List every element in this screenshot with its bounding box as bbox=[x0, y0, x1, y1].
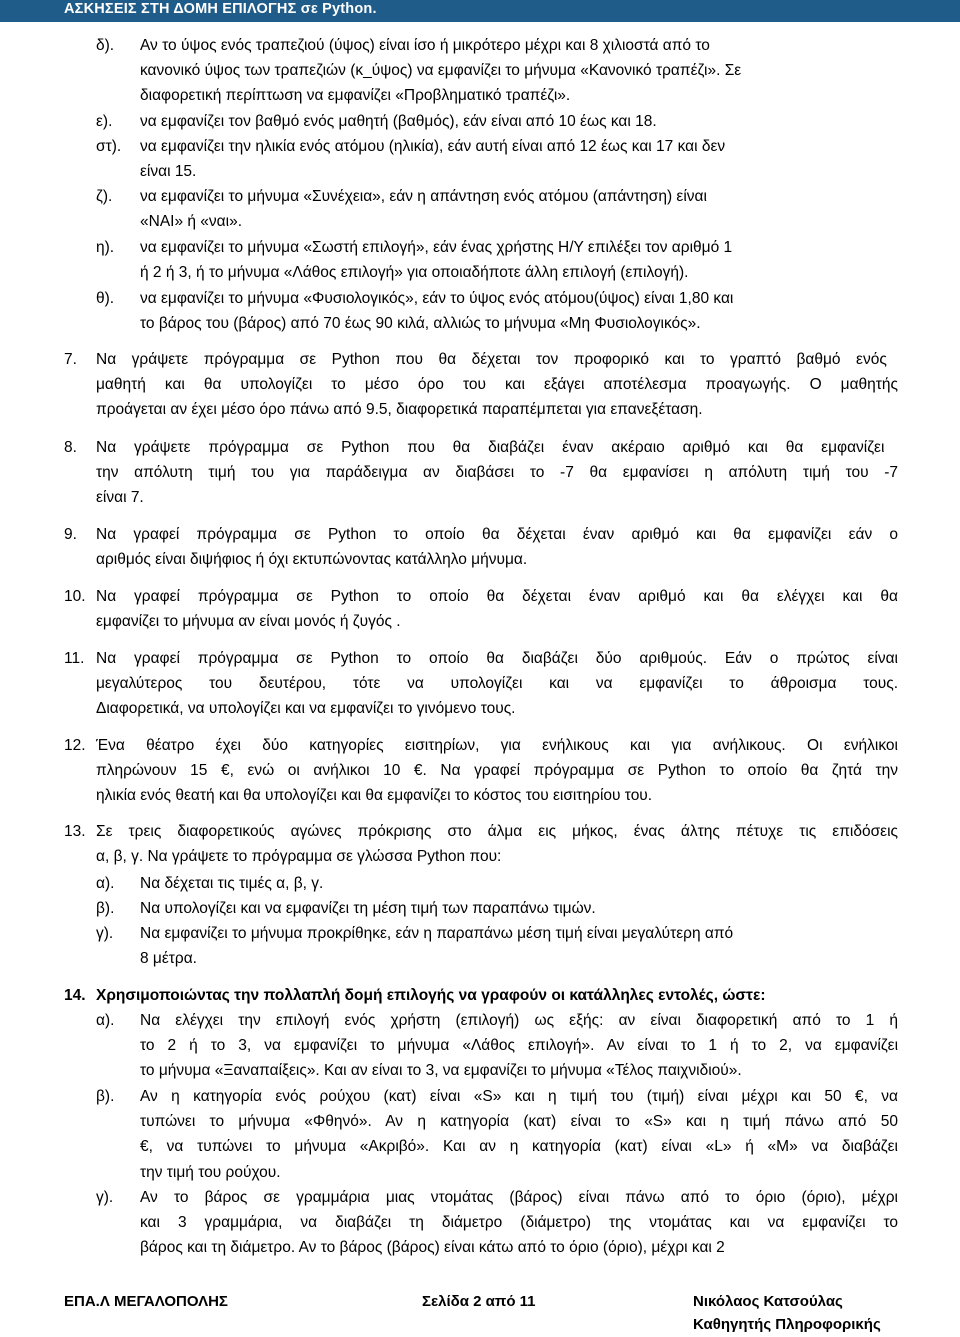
item-text-line: είναι 15. bbox=[140, 163, 197, 181]
item-text-line: Αν το ύψος ενός τραπεζιού (ύψος) είναι ίσο ή μικρότερο μέχρι και 8 χιλιοστά από το bbox=[140, 37, 710, 54]
item-text-line: να εμφανίζει το μήνυμα «Συνέχεια», εάν η απάντηση ενός ατόμου (απάντηση) είναι bbox=[140, 188, 707, 205]
item-label: στ). bbox=[96, 138, 122, 155]
item-text-line: το βάρος του (βάρος) από 70 έως 90 κιλά, αλλιώς το μήνυμα «Μη Φυσιολογικός». bbox=[140, 315, 701, 333]
item-text-line: και 3 γραμμάρια, να διαβάζει τη διάμετρο (διάμετρο) της ντομάτας και να εμφανίζει το bbox=[140, 1214, 899, 1232]
item-label: θ). bbox=[96, 290, 115, 307]
item-text-line: είναι 7. bbox=[96, 489, 144, 507]
item-label: γ). bbox=[96, 1189, 114, 1206]
item-text-line: Να δέχεται τις τιμές α, β, γ. bbox=[140, 875, 324, 892]
page-header-bar bbox=[0, 0, 960, 22]
item-text-line: Να υπολογίζει και να εμφανίζει τη μέση τιμή των παραπάνω τιμών. bbox=[140, 900, 596, 917]
item-label: ε). bbox=[96, 113, 113, 130]
item-label: α). bbox=[96, 1012, 115, 1029]
item-label: 9. bbox=[64, 526, 77, 543]
item-text-line: βάρος και τη διάμετρο. Αν το βάρος (βάρος) είναι κάτω από το όριο (όριο), μέχρι και 2 bbox=[140, 1239, 725, 1257]
item-text-line: μεγαλύτερος του δευτέρου, τότε να υπολογίζει και να εμφανίζει το άθροισμα τους. bbox=[96, 675, 899, 693]
item-text-line: Διαφορετικά, να υπολογίζει και να εμφανίζει το γινόμενο τους. bbox=[96, 700, 516, 718]
item-label: 13. bbox=[64, 823, 86, 840]
header-title: ΑΣΚΗΣΕΙΣ ΣΤΗ ΔΟΜΗ ΕΠΙΛΟΓΗΣ σε Python. bbox=[64, 1, 377, 17]
footer-school: ΕΠΑ.Λ ΜΕΓΑΛΟΠΟΛΗΣ bbox=[64, 1293, 228, 1310]
item-text-line: το 2 ή το 3, να εμφανίζει το μήνυμα «Λάθος επιλογή». Αν είναι το 1 ή το 2, να εμφανίζει bbox=[140, 1037, 899, 1055]
item-text-line: 8 μέτρα. bbox=[140, 950, 197, 968]
item-text-line: ηλικία ενός θεατή και θα υπολογίζει και θα εμφανίζει το κόστος του εισιτηρίου του. bbox=[96, 787, 653, 805]
item-label: 12. bbox=[64, 737, 86, 754]
item-text-line: Να γραφεί πρόγραμμα σε Python το οποίο θα δέχεται έναν αριθμό και θα ελέγχει και θα bbox=[96, 588, 898, 605]
item-text-line: Ένα θέατρο έχει δύο κατηγορίες εισιτηρίων, για ενήλικους και για ανήλικους. Οι ενήλικοι bbox=[96, 737, 898, 754]
item-text-line: μαθητή και θα υπολογίζει το μέσο όρο του και εξάγει αποτέλεσμα προαγωγής. Ο μαθητής bbox=[96, 376, 898, 394]
item-text-line: Να γράψετε πρόγραμμα σε Python που θα διαβάζει έναν ακέραιο αριθμό και θα εμφανίζει bbox=[96, 439, 885, 456]
item-text-line: Να γράψετε πρόγραμμα σε Python που θα δέχεται τον προφορικό και το γραπτό βαθμό ενός bbox=[96, 351, 887, 368]
item-text-line: Χρησιμοποιώντας την πολλαπλή δομή επιλογής να γραφούν οι κατάλληλες εντολές, ώστε: bbox=[96, 987, 766, 1004]
item-text-line: Αν η κατηγορία ενός ρούχου (κατ) είναι «S» και η τιμή του (τιμή) είναι μέχρι και 50 €, να bbox=[140, 1088, 898, 1105]
item-text-line: «ΝΑΙ» ή «ναι». bbox=[140, 213, 243, 231]
item-text-line: να εμφανίζει το μήνυμα «Σωστή επιλογή», εάν ένας χρήστης Η/Υ επιλέξει τον αριθμό 1 bbox=[140, 239, 733, 256]
item-text-line: το μήνυμα «Ξαναπαίξεις». Και αν είναι το 3, να εμφανίζει το μήνυμα «Τέλος παιχνιδιού». bbox=[140, 1062, 742, 1080]
item-text-line: πληρώνουν 15 €, ενώ οι ανήλικοι 10 €. Να γραφεί πρόγραμμα σε Python το οποίο θα ζητά την bbox=[96, 762, 899, 780]
footer-author-role: Καθηγητής Πληροφορικής bbox=[693, 1316, 881, 1333]
item-text-line: Να ελέγχει την επιλογή ενός χρήστη (επιλογή) ως εξής: αν είναι διαφορετική από το 1 ή bbox=[140, 1012, 899, 1029]
item-text-line: €, να τυπώνει το μήνυμα «Ακριβό». Και αν η κατηγορία (κατ) είναι «L» ή «M» να διαβάζει bbox=[140, 1138, 898, 1156]
item-label: 14. bbox=[64, 987, 86, 1004]
item-text-line: Να εμφανίζει το μήνυμα προκρίθηκε, εάν η παραπάνω μέση τιμή είναι μεγαλύτερη από bbox=[140, 925, 734, 942]
footer-author: Νικόλαος Κατσούλας bbox=[693, 1293, 843, 1310]
item-label: β). bbox=[96, 900, 115, 917]
item-label: β). bbox=[96, 1088, 115, 1105]
item-label: 8. bbox=[64, 439, 77, 456]
item-text-line: Σε τρεις διαφορετικούς αγώνες πρόκρισης στο άλμα εις μήκος, ένας άλτης πέτυχε τις επιδόσεις bbox=[96, 823, 898, 840]
item-label: δ). bbox=[96, 37, 115, 54]
item-label: η). bbox=[96, 239, 115, 256]
item-text-line: αριθμός είναι διψήφιος ή όχι εκτυπώνοντας κατάλληλο μήνυμα. bbox=[96, 551, 528, 569]
item-text-line: Να γραφεί πρόγραμμα σε Python το οποίο θα διαβάζει δύο αριθμούς. Εάν ο πρώτος είναι bbox=[96, 650, 898, 667]
item-label: α). bbox=[96, 875, 115, 892]
item-text-line: να εμφανίζει το μήνυμα «Φυσιολογικός», εάν το ύψος ενός ατόμου(ύψος) είναι 1,80 και bbox=[140, 290, 734, 307]
item-text-line: διαφορετική περίπτωση να εμφανίζει «Προβληματικό τραπέζι». bbox=[140, 87, 571, 105]
item-text-line: Να γραφεί πρόγραμμα σε Python το οποίο θα δέχεται έναν αριθμό και θα εμφανίζει εάν ο bbox=[96, 526, 899, 543]
item-text-line: προάγεται αν έχει μέσο όρο πάνω από 9.5, διαφορετικά παραπέμπεται για επανεξέταση. bbox=[96, 401, 703, 419]
item-label: 10. bbox=[64, 588, 86, 605]
item-label: γ). bbox=[96, 925, 114, 942]
item-label: 11. bbox=[64, 650, 85, 667]
item-text-line: ή 2 ή 3, ή το μήνυμα «Λάθος επιλογή» για οποιαδήποτε άλλη επιλογή (επιλογή). bbox=[140, 264, 689, 282]
item-label: 7. bbox=[64, 351, 77, 368]
item-text-line: α, β, γ. Να γράψετε το πρόγραμμα σε γλώσσα Python που: bbox=[96, 848, 502, 866]
item-label: ζ). bbox=[96, 188, 113, 205]
item-text-line: την απόλυτη τιμή του για παράδειγμα αν διαβάσει το -7 θα εμφανίσει η απόλυτη τιμή του -7 bbox=[96, 464, 899, 482]
item-text-line: εμφανίζει το μήνυμα αν είναι μονός ή ζυγός . bbox=[96, 613, 401, 631]
item-text-line: κανονικό ύψος των τραπεζιών (κ_ύψος) να εμφανίζει το μήνυμα «Κανονικό τραπέζι». Σε bbox=[140, 62, 742, 80]
item-text-line: τυπώνει το μήνυμα «Φθηνό». Αν η κατηγορία (κατ) είναι το «S» και η τιμή πάνω από 50 bbox=[140, 1113, 898, 1131]
item-text-line: να εμφανίζει την ηλικία ενός ατόμου (ηλικία), εάν αυτή είναι από 12 έως και 17 και δεν bbox=[140, 138, 726, 155]
footer-page-number: Σελίδα 2 από 11 bbox=[422, 1293, 536, 1310]
item-text-line: Αν το βάρος σε γραμμάρια μιας ντομάτας (βάρος) είναι πάνω από το όριο (όριο), μέχρι bbox=[140, 1189, 898, 1206]
item-text-line: την τιμή του ρούχου. bbox=[140, 1163, 281, 1181]
item-text-line: να εμφανίζει τον βαθμό ενός μαθητή (βαθμός), εάν είναι από 10 έως και 18. bbox=[140, 113, 657, 130]
